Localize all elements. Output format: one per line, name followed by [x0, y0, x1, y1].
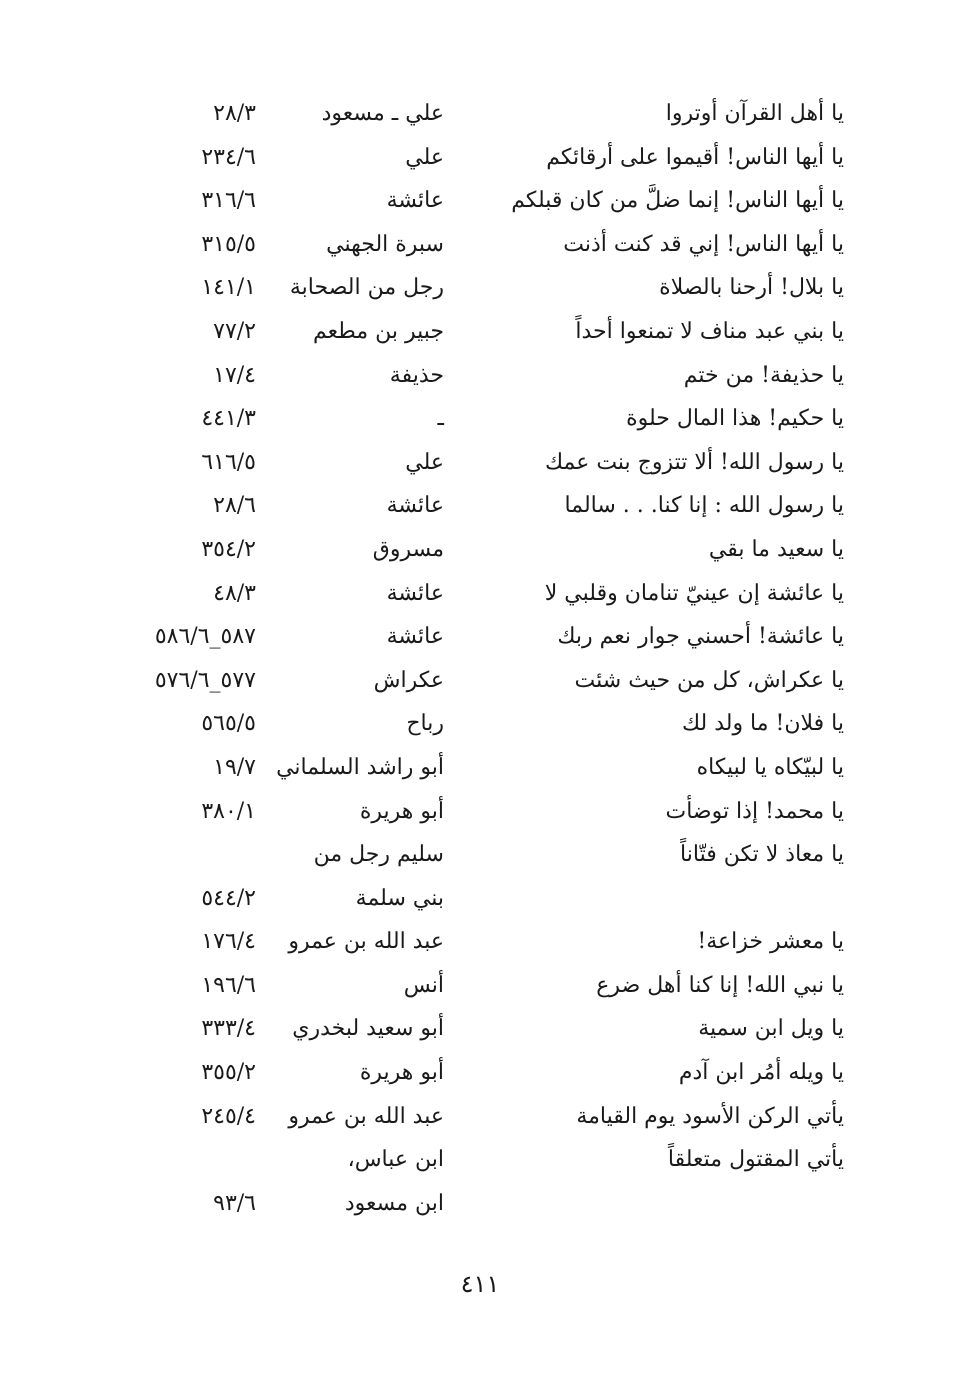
- hadith-text: يا بني عبد مناف لا تمنعوا أحداً: [575, 318, 844, 344]
- hadith-text: يا رسول الله : إنا كنا. . . سالما: [564, 493, 844, 519]
- volume-page-reference: ١٤١/١: [201, 275, 256, 301]
- index-row: [0, 397, 960, 441]
- index-row: [0, 179, 960, 223]
- narrator: أبو هريرة: [359, 798, 444, 824]
- hadith-text: يا سعيد ما بقي: [708, 536, 844, 562]
- hadith-text: يا ويله أمُر ابن آدم: [678, 1060, 844, 1086]
- index-row: [0, 964, 960, 1008]
- hadith-text: يا نبي الله! إنا كنا أهل ضرع: [596, 972, 844, 998]
- volume-page-reference: ٣٥٤/٢: [201, 536, 256, 562]
- narrator: أبو هريرة: [359, 1060, 444, 1086]
- volume-page-reference: ١٧٦/٤: [201, 929, 256, 955]
- index-row: [0, 1182, 960, 1226]
- index-row: [0, 615, 960, 659]
- narrator: أبو سعيد لبخدري: [292, 1016, 444, 1042]
- volume-page-reference: [106, 1138, 256, 1182]
- narrator: علي: [405, 144, 444, 170]
- index-row: [0, 920, 960, 964]
- volume-page-reference: ١٩٦/٦: [201, 972, 256, 998]
- index-row: [0, 1095, 960, 1139]
- narrator: عائشة: [386, 580, 444, 606]
- index-row: [0, 572, 960, 616]
- volume-page-reference: ٤٨/٣: [213, 580, 256, 606]
- hadith-index-table: [0, 92, 960, 1225]
- hadith-text: يا محمد! إذا توضأت: [665, 798, 844, 824]
- index-row: [0, 659, 960, 703]
- narrator: علي: [405, 449, 444, 475]
- index-row: [0, 441, 960, 485]
- hadith-text: يأتي المقتول متعلقاً: [667, 1147, 844, 1173]
- index-row: [0, 136, 960, 180]
- hadith-text: يا معاذ لا تكن فتّاناً: [680, 842, 844, 868]
- narrator: بني سلمة: [355, 885, 444, 911]
- hadith-text: يا بلال! أرحنا بالصلاة: [659, 275, 844, 301]
- index-row: [0, 702, 960, 746]
- hadith-text: يا عائشة! أحسني جوار نعم ربك: [557, 624, 844, 650]
- narrator: سليم رجل من: [313, 842, 444, 868]
- narrator: عائشة: [386, 624, 444, 650]
- narrator: عبد الله بن عمرو: [288, 929, 444, 955]
- index-row: [0, 528, 960, 572]
- hadith-text: يا حكيم! هذا المال حلوة: [626, 406, 844, 432]
- index-row: [0, 790, 960, 834]
- index-row: [0, 833, 960, 877]
- volume-page-reference: ٥٦٥/٥: [201, 711, 256, 737]
- index-row: [0, 266, 960, 310]
- hadith-text: يا عائشة إن عينيّ تنامان وقلبي لا: [544, 580, 844, 606]
- volume-page-reference: ٧٧/٢: [213, 318, 256, 344]
- volume-page-reference: ٣٥٥/٢: [201, 1060, 256, 1086]
- narrator: سبرة الجهني: [326, 231, 444, 257]
- narrator: عبد الله بن عمرو: [288, 1103, 444, 1129]
- volume-page-reference: ١٧/٤: [213, 362, 256, 388]
- index-row: [0, 223, 960, 267]
- narrator: أنس: [403, 972, 444, 998]
- narrator: ـ: [437, 406, 444, 432]
- narrator: حذيفة: [389, 362, 444, 388]
- hadith-text: [444, 877, 844, 921]
- volume-page-reference: ٩٣/٦: [213, 1190, 256, 1216]
- index-row: [0, 354, 960, 398]
- index-row: [0, 746, 960, 790]
- narrator: عكراش: [373, 667, 444, 693]
- index-row: [0, 877, 960, 921]
- volume-page-reference: [106, 833, 256, 877]
- volume-page-reference: ٥٨٧_٥٨٦/٦: [154, 624, 256, 650]
- index-row: [0, 1007, 960, 1051]
- volume-page-reference: ٤٤١/٣: [201, 406, 256, 432]
- volume-page-reference: ٢٣٤/٦: [201, 144, 256, 170]
- hadith-text: يا عكراش، كل من حيث شئت: [574, 667, 844, 693]
- volume-page-reference: ٣٨٠/١: [201, 798, 256, 824]
- hadith-text: يا أيها الناس! إني قد كنت أذنت: [563, 231, 844, 257]
- hadith-text: يا حذيفة! من ختم: [683, 362, 844, 388]
- hadith-text: يا أيها الناس! أقيموا على أرقائكم: [546, 144, 844, 170]
- hadith-text: يأتي الركن الأسود يوم القيامة: [576, 1103, 844, 1129]
- hadith-text: يا لبيّكاه يا لبيكاه: [696, 754, 844, 780]
- volume-page-reference: ٣١٦/٦: [201, 188, 256, 214]
- hadith-text: يا معشر خزاعة!: [697, 929, 844, 955]
- hadith-text: [444, 1182, 844, 1226]
- volume-page-reference: ٥٤٤/٢: [201, 885, 256, 911]
- hadith-text: يا ويل ابن سمية: [698, 1016, 844, 1042]
- page-number: ٤١١: [460, 1270, 500, 1298]
- hadith-text: يا رسول الله! ألا تتزوج بنت عمك: [544, 449, 844, 475]
- volume-page-reference: ٣٣٣/٤: [201, 1016, 256, 1042]
- volume-page-reference: ٦١٦/٥: [201, 449, 256, 475]
- hadith-text: يا أيها الناس! إنما ضلَّ من كان قبلكم: [511, 188, 844, 214]
- narrator: ابن عباس،: [347, 1147, 444, 1173]
- hadith-text: يا فلان! ما ولد لك: [681, 711, 844, 737]
- volume-page-reference: ٢٤٥/٤: [201, 1103, 256, 1129]
- hadith-text: يا أهل القرآن أوتروا: [665, 101, 844, 126]
- volume-page-reference: ٣١٥/٥: [201, 231, 256, 257]
- narrator: رباح: [406, 711, 444, 737]
- index-row: [0, 484, 960, 528]
- narrator: جبير بن مطعم: [313, 318, 444, 344]
- volume-page-reference: ٢٨/٣: [213, 101, 256, 126]
- narrator: رجل من الصحابة: [289, 275, 444, 301]
- index-row: [0, 310, 960, 354]
- narrator: عائشة: [386, 493, 444, 519]
- narrator: عائشة: [386, 188, 444, 214]
- volume-page-reference: ٥٧٧_٥٧٦/٦: [154, 667, 256, 693]
- volume-page-reference: ١٩/٧: [213, 754, 256, 780]
- narrator: مسروق: [372, 536, 444, 562]
- index-row: [0, 1051, 960, 1095]
- index-row: [0, 1138, 960, 1182]
- narrator: علي ـ مسعود: [321, 101, 444, 126]
- narrator: ابن مسعود: [344, 1190, 444, 1216]
- index-row: [0, 92, 960, 136]
- volume-page-reference: ٢٨/٦: [213, 493, 256, 519]
- narrator: أبو راشد السلماني: [276, 754, 444, 780]
